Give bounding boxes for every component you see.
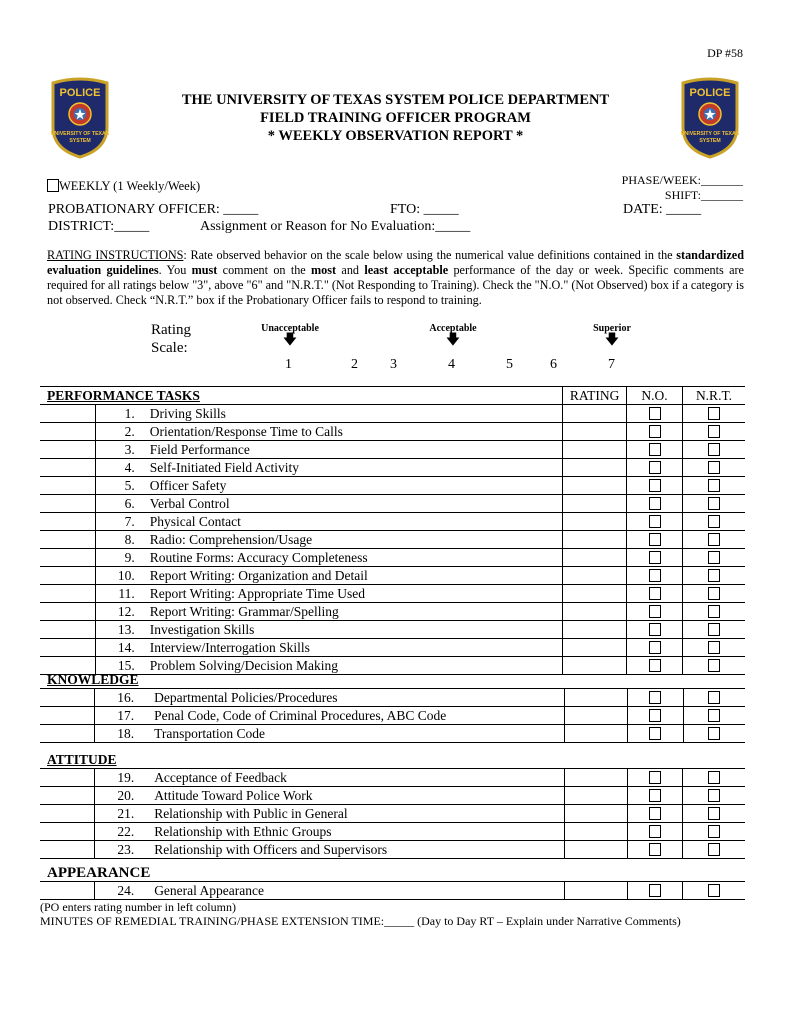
document-id: DP #58 <box>707 46 743 60</box>
no-checkbox[interactable] <box>649 461 661 474</box>
no-checkbox[interactable] <box>649 425 661 438</box>
nrt-checkbox[interactable] <box>708 479 720 492</box>
task-label: Routine Forms: Accuracy Completeness <box>135 549 563 567</box>
no-cell <box>627 423 683 441</box>
nrt-checkbox[interactable] <box>708 551 720 564</box>
nrt-cell <box>683 441 745 459</box>
blank-cell <box>40 405 95 423</box>
table-row <box>40 841 745 859</box>
blank-cell <box>40 513 95 531</box>
nrt-checkbox[interactable] <box>708 884 720 897</box>
no-checkbox[interactable] <box>649 407 661 420</box>
nrt-cell <box>683 639 745 657</box>
nrt-checkbox[interactable] <box>708 789 720 802</box>
task-label: Relationship with Public in General <box>134 805 564 823</box>
nrt-cell <box>683 585 745 603</box>
table-row <box>40 549 745 567</box>
table-row <box>40 707 745 725</box>
table-row <box>40 477 745 495</box>
instructions-text: . You <box>158 263 192 277</box>
task-number: 14. <box>95 639 134 657</box>
nrt-checkbox[interactable] <box>708 843 720 856</box>
task-number: 8. <box>95 531 134 549</box>
no-cell <box>627 549 683 567</box>
nrt-checkbox[interactable] <box>708 461 720 474</box>
performance-tasks-title: PERFORMANCE TASKS <box>47 387 200 403</box>
task-label: Self-Initiated Field Activity <box>135 459 563 477</box>
task-label: Investigation Skills <box>135 621 563 639</box>
nrt-checkbox[interactable] <box>708 709 720 722</box>
no-checkbox[interactable] <box>649 884 661 897</box>
no-checkbox[interactable] <box>649 533 661 546</box>
nrt-cell <box>683 882 745 900</box>
table-row <box>40 689 745 707</box>
nrt-cell <box>683 531 745 549</box>
nrt-cell <box>683 459 745 477</box>
arrow-down-icon: 🡇 <box>282 333 298 348</box>
rating-input-cell[interactable] <box>563 567 627 585</box>
task-number: 18. <box>95 725 134 743</box>
nrt-cell <box>683 823 745 841</box>
task-number: 15. <box>95 657 134 675</box>
scale-label: Scale: <box>151 340 188 356</box>
scale-superior-label: Superior <box>593 323 631 334</box>
nrt-cell <box>683 423 745 441</box>
task-number: 16. <box>95 689 134 707</box>
nrt-checkbox[interactable] <box>708 641 720 654</box>
nrt-cell <box>683 707 745 725</box>
no-cell <box>627 459 683 477</box>
weekly-label: WEEKLY (1 Weekly/Week) <box>59 179 201 193</box>
task-label: General Appearance <box>134 882 564 900</box>
blank-cell <box>40 823 95 841</box>
svg-text:SYSTEM: SYSTEM <box>69 138 91 144</box>
table-row <box>40 495 745 513</box>
task-number: 12. <box>95 603 134 621</box>
task-number: 21. <box>95 805 134 823</box>
svg-text:SYSTEM: SYSTEM <box>699 138 721 144</box>
no-checkbox[interactable] <box>649 497 661 510</box>
task-label: Physical Contact <box>135 513 563 531</box>
task-label: Field Performance <box>135 441 563 459</box>
scale-number: 2 <box>351 357 358 372</box>
footer-note: (PO enters rating number in left column) <box>40 900 236 914</box>
table-row <box>40 787 745 805</box>
svg-text:UNIVERSITY OF TEXAS: UNIVERSITY OF TEXAS <box>50 131 110 137</box>
instructions-bold: least acceptable <box>364 263 449 277</box>
task-number: 17. <box>95 707 134 725</box>
date-field[interactable]: DATE: _____ <box>623 202 702 217</box>
blank-cell <box>40 585 95 603</box>
task-number: 3. <box>95 441 134 459</box>
knowledge-heading <box>40 671 745 689</box>
nrt-checkbox[interactable] <box>708 587 720 600</box>
no-cell <box>628 707 684 725</box>
task-label: Officer Safety <box>135 477 563 495</box>
svg-text:POLICE: POLICE <box>689 87 731 99</box>
rating-input-cell[interactable] <box>563 477 627 495</box>
task-number: 20. <box>95 787 134 805</box>
instructions-text: : Rate observed behavior on the scale below using the numerical value definitions contained in the <box>183 248 677 262</box>
blank-cell <box>40 639 95 657</box>
no-cell <box>627 769 683 787</box>
appearance-table <box>40 864 745 900</box>
task-number: 5. <box>95 477 134 495</box>
task-label: Penal Code, Code of Criminal Procedures, ABC Code <box>134 707 564 725</box>
nrt-checkbox[interactable] <box>708 425 720 438</box>
nrt-cell <box>683 787 745 805</box>
instructions-text: comment on the <box>217 263 312 277</box>
nrt-cell <box>683 689 745 707</box>
no-cell <box>627 823 683 841</box>
blank-cell <box>40 495 95 513</box>
task-number: 1. <box>95 405 134 423</box>
scale-number: 4 <box>448 357 455 372</box>
task-number: 9. <box>95 549 134 567</box>
rating-input-cell[interactable] <box>563 549 627 567</box>
table-row <box>40 725 745 743</box>
nrt-cell <box>683 725 745 743</box>
no-checkbox[interactable] <box>649 825 661 838</box>
phase-shift-block <box>622 173 743 203</box>
district-field[interactable]: DISTRICT:_____ <box>48 219 150 234</box>
task-label: Transportation Code <box>134 725 564 743</box>
nrt-cell <box>683 769 745 787</box>
no-cell <box>627 585 683 603</box>
no-cell <box>627 405 683 423</box>
attitude-title: ATTITUDE <box>47 751 117 767</box>
nrt-checkbox[interactable] <box>708 659 720 672</box>
table-row <box>40 405 745 423</box>
table-row <box>40 585 745 603</box>
no-checkbox[interactable] <box>649 727 661 740</box>
instructions-bold: most <box>311 263 337 277</box>
rating-input-cell[interactable] <box>564 769 627 787</box>
no-checkbox[interactable] <box>649 551 661 564</box>
shift-field[interactable]: SHIFT:_______ <box>664 188 743 202</box>
no-cell <box>627 603 683 621</box>
blank-cell <box>40 769 95 787</box>
nrt-checkbox[interactable] <box>708 771 720 784</box>
attitude-heading <box>40 751 745 769</box>
blank-cell <box>40 549 95 567</box>
nrt-cell <box>683 621 745 639</box>
no-checkbox[interactable] <box>649 843 661 856</box>
no-cell <box>627 841 683 859</box>
scale-number: 5 <box>506 357 513 372</box>
blank-cell <box>40 423 95 441</box>
blank-cell <box>40 567 95 585</box>
nrt-cell <box>683 513 745 531</box>
rating-input-cell[interactable] <box>564 787 627 805</box>
instructions-bold: must <box>191 263 218 277</box>
blank-cell <box>40 603 95 621</box>
table-row <box>40 882 745 900</box>
nrt-cell <box>683 567 745 585</box>
assignment-field[interactable]: Assignment or Reason for No Evaluation:_____ <box>200 219 471 234</box>
rating-input-cell[interactable] <box>564 841 627 859</box>
no-checkbox[interactable] <box>649 691 661 704</box>
rating-input-cell[interactable] <box>563 459 627 477</box>
blank-cell <box>40 805 95 823</box>
task-number: 2. <box>95 423 134 441</box>
performance-tasks-heading <box>40 387 563 405</box>
task-number: 6. <box>95 495 134 513</box>
no-cell <box>627 531 683 549</box>
title-line-1: THE UNIVERSITY OF TEXAS SYSTEM POLICE DEPARTMENT <box>181 92 610 108</box>
title-line-2: FIELD TRAINING OFFICER PROGRAM <box>260 110 531 126</box>
scale-acceptable-label: Acceptable <box>429 323 477 334</box>
table-row <box>40 823 745 841</box>
rating-input-cell[interactable] <box>563 531 627 549</box>
table-row <box>40 805 745 823</box>
blank-cell <box>40 531 95 549</box>
no-cell <box>627 805 683 823</box>
blank-cell <box>40 707 95 725</box>
weekly-option <box>47 179 200 194</box>
blank-cell <box>40 621 95 639</box>
rating-input-cell[interactable] <box>564 805 627 823</box>
no-cell <box>628 725 684 743</box>
task-label: Problem Solving/Decision Making <box>135 657 563 675</box>
instructions-text: performance of the day or week. Specific comments are required for all ratings below "3", above "6" and "N.R.T." (Not Responding to Training). Check the "N.O." (Not Observed) box if a category is not observed. Check “N.R.T.” box if the Probationary Officer fails to respond to training. <box>47 263 744 307</box>
task-number: 7. <box>95 513 134 531</box>
nrt-checkbox[interactable] <box>708 443 720 456</box>
no-checkbox[interactable] <box>649 479 661 492</box>
rating-input-cell[interactable] <box>564 882 627 900</box>
table-row <box>40 423 745 441</box>
task-number: 24. <box>95 882 134 900</box>
rating-instructions <box>47 248 744 308</box>
no-checkbox[interactable] <box>649 807 661 820</box>
task-label: Report Writing: Organization and Detail <box>135 567 563 585</box>
title-line-3: * WEEKLY OBSERVATION REPORT * <box>267 128 524 144</box>
blank-cell <box>40 725 95 743</box>
probationary-officer-field[interactable]: PROBATIONARY OFFICER: _____ <box>48 202 259 217</box>
no-cell <box>627 787 683 805</box>
task-number: 19. <box>95 769 134 787</box>
instructions-bold: standardized evaluation guidelines <box>47 248 744 277</box>
remedial-training-field[interactable]: MINUTES OF REMEDIAL TRAINING/PHASE EXTENSION TIME:_____ (Day to Day RT – Explain under Narrative Comments) <box>40 914 681 928</box>
task-label: Radio: Comprehension/Usage <box>135 531 563 549</box>
nrt-cell <box>683 603 745 621</box>
no-cell <box>627 621 683 639</box>
table-row <box>40 567 745 585</box>
no-checkbox[interactable] <box>649 569 661 582</box>
no-checkbox[interactable] <box>649 771 661 784</box>
table-header-row <box>40 387 745 405</box>
performance-tasks-table <box>40 386 745 675</box>
no-cell <box>627 495 683 513</box>
rating-input-cell[interactable] <box>563 603 627 621</box>
no-checkbox[interactable] <box>649 789 661 802</box>
task-label: Verbal Control <box>135 495 563 513</box>
nrt-cell <box>683 477 745 495</box>
nrt-cell <box>683 805 745 823</box>
rating-input-cell[interactable] <box>563 585 627 603</box>
table-row <box>40 639 745 657</box>
rating-input-cell[interactable] <box>564 689 627 707</box>
no-cell <box>628 689 684 707</box>
instructions-heading: RATING INSTRUCTIONS <box>47 248 184 262</box>
no-header: N.O. <box>627 387 683 405</box>
table-row <box>40 603 745 621</box>
no-checkbox[interactable] <box>649 659 661 672</box>
rating-input-cell[interactable] <box>564 823 627 841</box>
nrt-checkbox[interactable] <box>708 515 720 528</box>
task-label: Report Writing: Appropriate Time Used <box>135 585 563 603</box>
scale-number: 3 <box>390 357 397 372</box>
no-checkbox[interactable] <box>649 623 661 636</box>
phase-week-field[interactable]: PHASE/WEEK:_______ <box>621 173 743 187</box>
scale-number: 6 <box>550 357 557 372</box>
no-checkbox[interactable] <box>649 641 661 654</box>
rating-input-cell[interactable] <box>563 441 627 459</box>
no-checkbox[interactable] <box>649 515 661 528</box>
task-number: 4. <box>95 459 134 477</box>
nrt-checkbox[interactable] <box>708 727 720 740</box>
nrt-checkbox[interactable] <box>708 407 720 420</box>
rating-header: RATING <box>563 387 627 405</box>
nrt-checkbox[interactable] <box>708 623 720 636</box>
no-cell <box>627 882 683 900</box>
rating-input-cell[interactable] <box>563 423 627 441</box>
appearance-heading <box>40 864 745 882</box>
weekly-checkbox[interactable] <box>47 179 59 192</box>
rating-input-cell[interactable] <box>563 621 627 639</box>
task-label: Driving Skills <box>135 405 563 423</box>
no-checkbox[interactable] <box>649 587 661 600</box>
nrt-checkbox[interactable] <box>708 533 720 546</box>
task-label: Departmental Policies/Procedures <box>134 689 564 707</box>
rating-input-cell[interactable] <box>563 639 627 657</box>
nrt-checkbox[interactable] <box>708 807 720 820</box>
table-row <box>40 531 745 549</box>
no-checkbox[interactable] <box>649 709 661 722</box>
knowledge-table <box>40 671 745 743</box>
nrt-checkbox[interactable] <box>708 691 720 704</box>
nrt-cell <box>683 549 745 567</box>
svg-text:UNIVERSITY OF TEXAS: UNIVERSITY OF TEXAS <box>680 131 740 137</box>
table-row <box>40 513 745 531</box>
blank-cell <box>40 882 95 900</box>
task-number: 13. <box>95 621 134 639</box>
rating-input-cell[interactable] <box>563 405 627 423</box>
nrt-cell <box>683 841 745 859</box>
attitude-table <box>40 751 745 859</box>
blank-cell <box>40 689 95 707</box>
instructions-text: and <box>336 263 365 277</box>
nrt-cell <box>683 495 745 513</box>
no-cell <box>627 477 683 495</box>
nrt-checkbox[interactable] <box>708 825 720 838</box>
section-title-row <box>40 671 745 689</box>
no-checkbox[interactable] <box>649 443 661 456</box>
no-cell <box>627 513 683 531</box>
task-number: 22. <box>95 823 134 841</box>
task-label: Relationship with Officers and Supervisors <box>134 841 564 859</box>
rating-input-cell[interactable] <box>564 707 627 725</box>
scale-number: 7 <box>608 357 615 372</box>
arrow-down-icon: 🡇 <box>604 333 620 348</box>
appearance-title: APPEARANCE <box>47 864 151 881</box>
task-number: 23. <box>95 841 134 859</box>
rating-scale-label <box>151 321 191 357</box>
task-number: 10. <box>95 567 134 585</box>
nrt-checkbox[interactable] <box>708 605 720 618</box>
scale-number: 1 <box>285 357 292 372</box>
nrt-checkbox[interactable] <box>708 569 720 582</box>
rating-input-cell[interactable] <box>563 495 627 513</box>
task-label: Report Writing: Grammar/Spelling <box>135 603 563 621</box>
nrt-checkbox[interactable] <box>708 497 720 510</box>
nrt-cell <box>683 405 745 423</box>
blank-cell <box>40 477 95 495</box>
table-row <box>40 441 745 459</box>
task-label: Acceptance of Feedback <box>134 769 564 787</box>
task-number: 11. <box>95 585 134 603</box>
task-label: Orientation/Response Time to Calls <box>135 423 563 441</box>
task-label: Attitude Toward Police Work <box>134 787 564 805</box>
section-title-row <box>40 751 745 769</box>
table-row <box>40 459 745 477</box>
task-label: Relationship with Ethnic Groups <box>134 823 564 841</box>
scale-unacceptable-label: Unacceptable <box>261 323 319 334</box>
nrt-header: N.R.T. <box>683 387 745 405</box>
blank-cell <box>40 441 95 459</box>
task-label: Interview/Interrogation Skills <box>135 639 563 657</box>
no-checkbox[interactable] <box>649 605 661 618</box>
svg-text:POLICE: POLICE <box>59 87 101 99</box>
fto-field[interactable]: FTO: _____ <box>390 202 459 217</box>
blank-cell <box>40 459 95 477</box>
no-cell <box>627 567 683 585</box>
rating-input-cell[interactable] <box>564 725 627 743</box>
arrow-down-icon: 🡇 <box>445 333 461 348</box>
table-row <box>40 769 745 787</box>
knowledge-title: KNOWLEDGE <box>47 671 139 687</box>
rating-label: Rating <box>151 322 191 338</box>
no-cell <box>627 441 683 459</box>
blank-cell <box>40 787 95 805</box>
rating-input-cell[interactable] <box>563 513 627 531</box>
section-title-row <box>40 864 745 882</box>
blank-cell <box>40 841 95 859</box>
table-row <box>40 621 745 639</box>
no-cell <box>627 639 683 657</box>
